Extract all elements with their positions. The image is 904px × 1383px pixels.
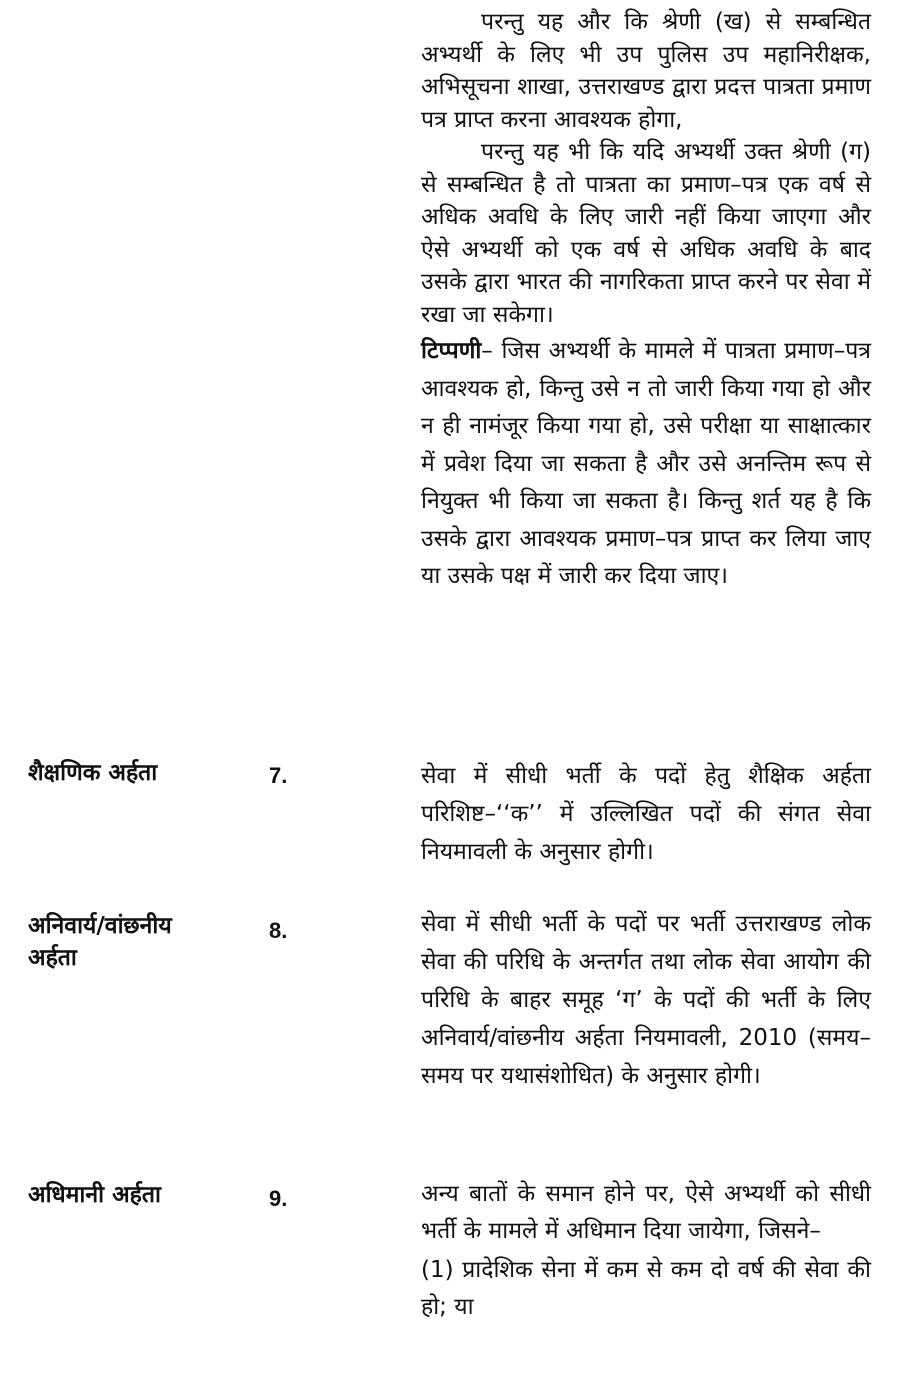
section-7-text: सेवा में सीधी भर्ती के पदों हेतु शैक्षिक अर्हता परिशिष्ट–‘‘क’’ में उल्लिखित पदों की संगत सेवा नियमावली के अनुसार होगी। [421,763,871,865]
section-9-item-1: (1) प्रादेशिक सेना में कम से कम दो वर्ष की सेवा की हो; या [421,1257,871,1320]
note-label: टिप्पणी [421,338,482,364]
continuation-block [421,6,871,596]
section-8-body [421,905,871,1095]
section-9-label: अधिमानी अर्हता [28,1182,161,1208]
section-7-label: शैक्षणिक अर्हता [28,760,158,786]
section-9-text: अन्य बातों के समान होने पर, ऐसे अभ्यर्थी को सीधी भर्ती के मामले में अधिमान दिया जायेगा, जिसने– [421,1181,871,1244]
section-7-body [421,757,871,871]
section-8-label: अनिवार्य/वांछनीय अर्हता [28,913,172,971]
section-8-number: 8. [269,918,288,943]
section-8-text: सेवा में सीधी भर्ती के पदों पर भर्ती उत्तराखण्ड लोक सेवा की परिधि के अन्तर्गत तथा लोक सेवा आयोग की परिधि के बाहर समूह ‘ग’ के पदों की भर्ती के लिए अनिवार्य/वांछनीय अर्हता नियमावली, 2010 (समय–समय पर यथासंशोधित) के अनुसार होगी। [421,911,871,1089]
proviso-paragraph-1: परन्तु यह और कि श्रेणी (ख) से सम्बन्धित अभ्यर्थी के लिए भी उप पुलिस उप महानिरीक्षक, अभिसूचना शाखा, उत्तराखण्ड द्वारा प्रदत्त पात्रता प्रमाण पत्र प्राप्त करना आवश्यक होगा, [421,9,871,133]
section-9-body [421,1176,871,1326]
section-9-number: 9. [269,1186,288,1211]
proviso-paragraph-2: परन्तु यह भी कि यदि अभ्यर्थी उक्त श्रेणी (ग) से सम्बन्धित है तो पात्रता का प्रमाण–पत्र एक वर्ष से अधिक अवधि के लिए जारी नहीं किया जाएगा और ऐसे अभ्यर्थी को एक वर्ष से अधिक अवधि के बाद उसके द्वारा भारत की नागरिकता प्राप्त करने पर सेवा में रखा जा सकेगा। [421,139,871,328]
section-7-number: 7. [269,763,288,788]
note-paragraph [421,333,871,596]
note-text: – जिस अभ्यर्थी के मामले में पात्रता प्रमाण–पत्र आवश्यक हो, किन्तु उसे न तो जारी किया गया हो और न ही नामंजूर किया गया हो, उसे परीक्षा या साक्षात्कार में प्रवेश दिया जा सकता है और उसे अनन्तिम रूप से नियुक्त भी किया जा सकता है। किन्तु शर्त यह है कि उसके द्वारा आवश्यक प्रमाण–पत्र प्राप्त कर लिया जाए या उसके पक्ष में जारी कर दिया जाए। [421,338,871,589]
